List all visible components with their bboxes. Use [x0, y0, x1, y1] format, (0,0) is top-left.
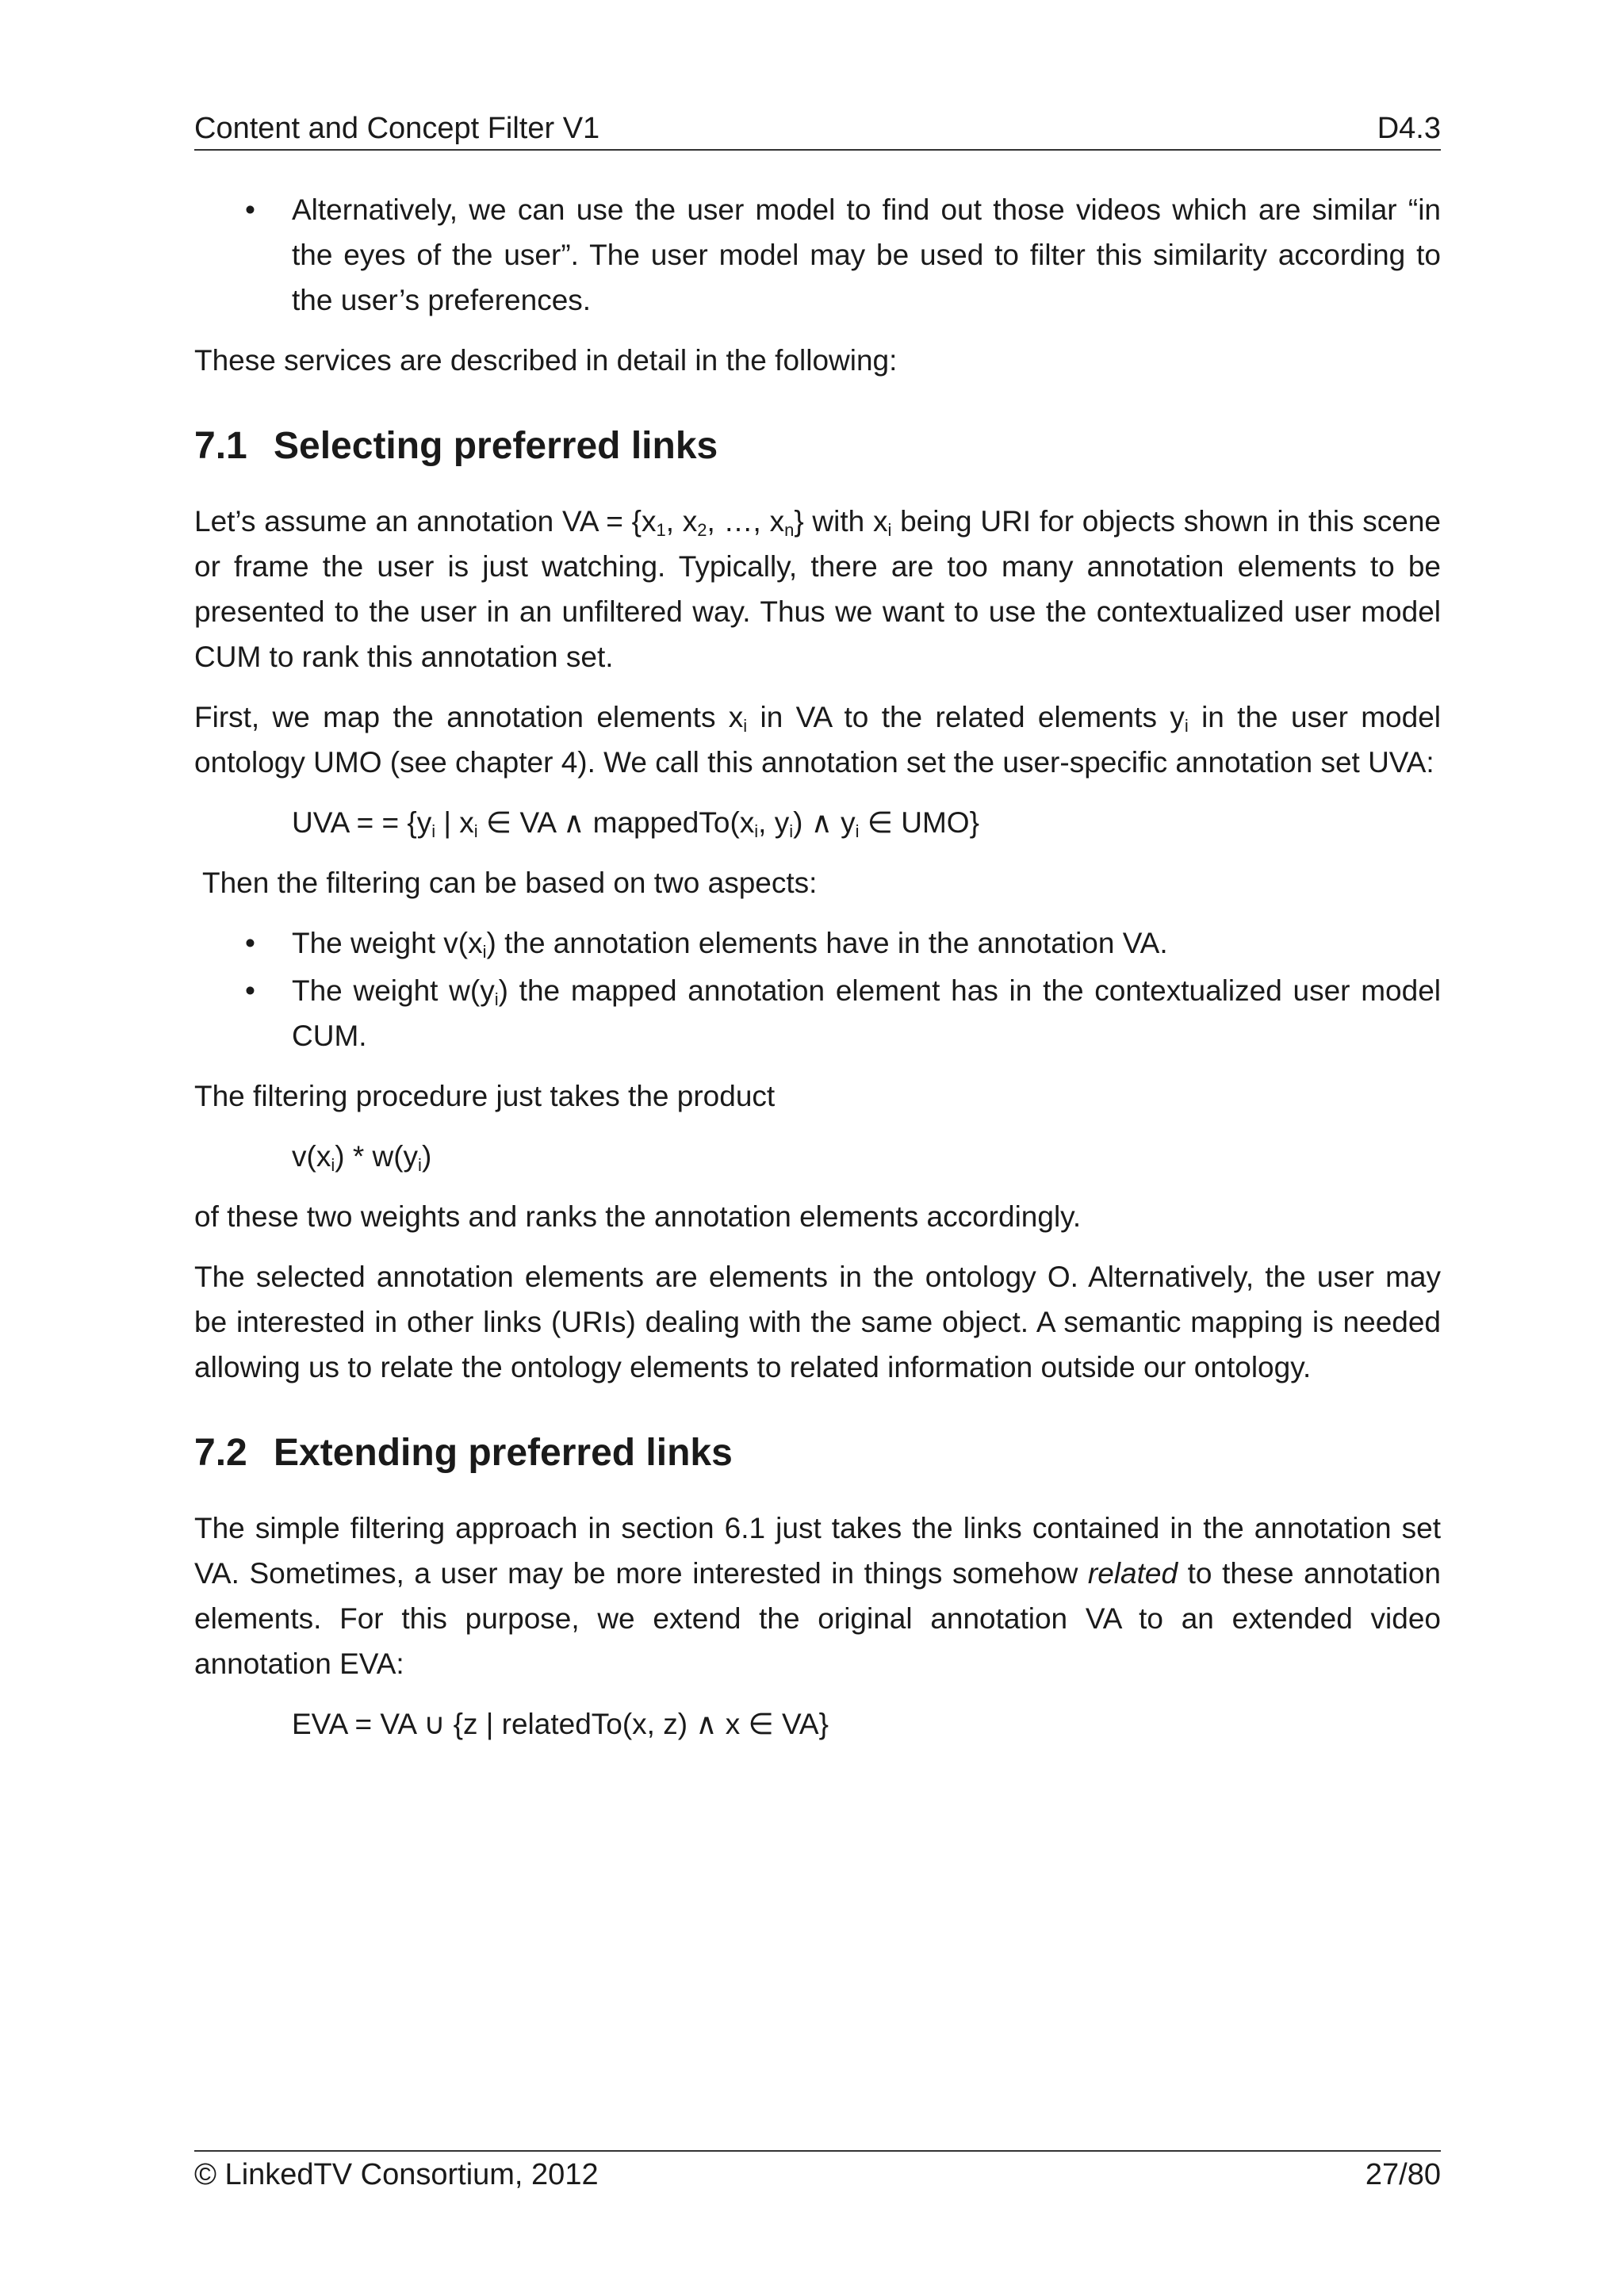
paragraph-mapping: First, we map the annotation elements $x_i$ in VA to the related elements $y_i$ in the user model ontology UMO (see chapter 4). We call this annotation set the user-specific annotation set UVA: — [194, 701, 1442, 779]
formula-product: $v(x_i) * w(y_i)$ — [292, 1140, 432, 1175]
header-doc-id: D4.3 — [1377, 112, 1441, 145]
section-title: Extending preferred links — [274, 1432, 733, 1474]
intro-bullet-list — [194, 187, 1441, 323]
aspect-bullet-weight-v: • The weight $v(x_i)$ the annotation elements have in the annotation VA. — [194, 920, 1441, 966]
intro-bullet: • Alternatively, we can use the user model to find out those videos which are similar “in the eyes of the user”. The user model may be used to filter this similarity according to the user’s preferences. — [194, 187, 1441, 323]
section-number: 7.1 — [194, 425, 247, 467]
aspect-bullet-weight-w: • The weight $w(y_i)$ the mapped annotation element has in the contextualized user model CUM. — [194, 968, 1441, 1058]
header-title: Content and Concept Filter V1 — [194, 112, 600, 145]
document-page — [194, 0, 1441, 2296]
page-content — [194, 187, 1441, 1762]
paragraph-semantic-mapping: The selected annotation elements are elements in the ontology O. Alternatively, the user may be interested in other links (URIs) dealing with the same object. A semantic mapping is needed allowing us to relate the ontology elements to related information outside our ontology. — [194, 1261, 1441, 1383]
paragraph-filtering-aspects: Then the filtering can be based on two aspects: — [202, 867, 818, 899]
paragraph-extending: The simple filtering approach in section 6.1 just takes the links contained in the annotation set VA. Sometimes, a user may be more interested in things somehow related to these annotation elements. For this purpose, we extend the original annotation VA to an extended video annotation EVA: — [194, 1512, 1441, 1680]
services-paragraph: These services are described in detail in the following: — [194, 344, 898, 377]
section-heading-7-2 — [194, 1429, 1441, 1477]
section-heading-7-1 — [194, 423, 1441, 470]
page-footer — [194, 2150, 1441, 2192]
aspects-bullet-list — [194, 920, 1441, 1058]
formula-uva: UVA = = {$y_i$ | $x_i$ ∈ VA ∧ $mappedTo(x_i$, $y_i$) ∧ $y_i$ ∈ UMO} — [292, 806, 979, 841]
section-title: Selecting preferred links — [274, 425, 718, 467]
section-number: 7.2 — [194, 1432, 247, 1474]
formula-eva: EVA = VA ∪ {z | relatedTo(x, z) ∧ x ∈ VA} — [292, 1708, 829, 1740]
paragraph-product: The filtering procedure just takes the product — [194, 1080, 776, 1112]
footer-page-number: 27/80 — [1365, 2158, 1441, 2191]
paragraph-annotation: Let’s assume an annotation VA = {$x_1$, $x_2$, …, $x_n$} with $x_i$ being URI for objects shown in this scene or frame the user is just watching. Typically, there are too many annotation elements to be presented to the user in an unfiltered way. Thus we want to use the contextualized user model CUM to rank this annotation set. — [194, 505, 1442, 673]
footer-copyright: © LinkedTV Consortium, 2012 — [194, 2158, 599, 2191]
page-header — [194, 111, 1441, 151]
paragraph-ranking: of these two weights and ranks the annotation elements accordingly. — [194, 1200, 1082, 1233]
